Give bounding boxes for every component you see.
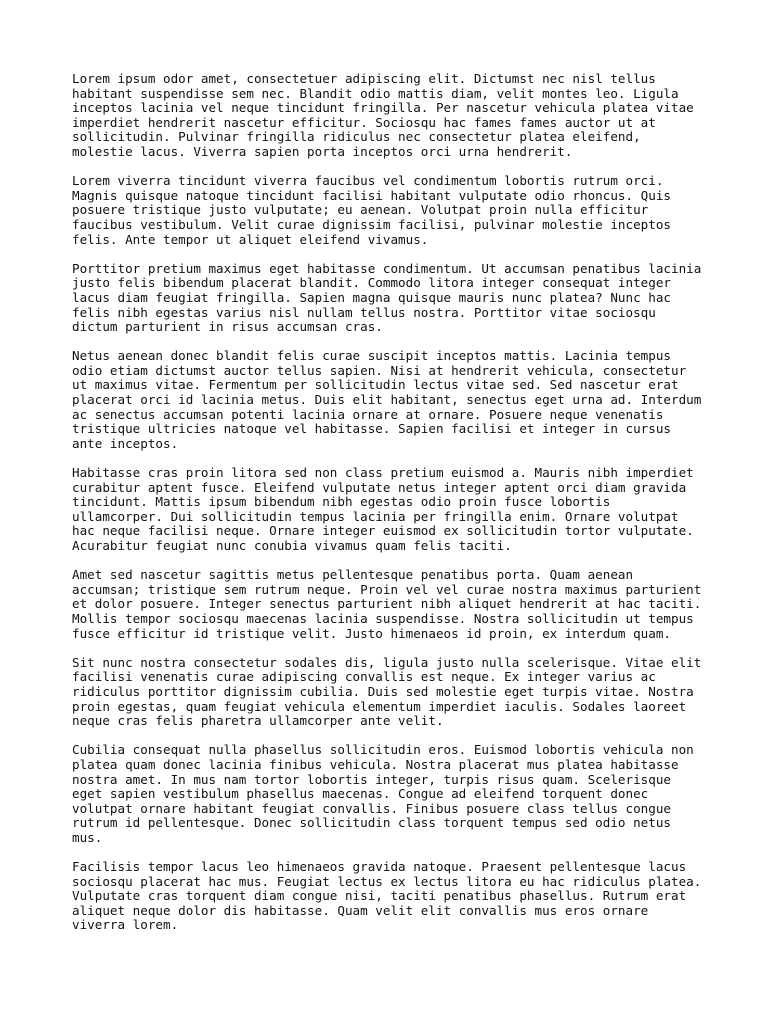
paragraph-line: rutrum id pellentesque. Donec sollicitudin class torquent tempus sed odio netus bbox=[72, 815, 671, 831]
paragraph-line: justo felis bibendum placerat blandit. Commodo litora integer consequat integer bbox=[72, 275, 671, 291]
paragraph-line: Amet sed nascetur sagittis metus pellentesque penatibus porta. Quam aenean bbox=[72, 567, 634, 583]
paragraph-line: facilisi venenatis curae adipiscing convallis est neque. Ex integer varius ac bbox=[72, 669, 656, 685]
paragraph-line: ac senectus accumsan potenti lacinia ornare at ornare. Posuere neque venenatis bbox=[72, 406, 664, 422]
paragraph-line: odio etiam dictumst auctor tellus sapien. Nisi at hendrerit vehicula, consectetur bbox=[72, 362, 687, 378]
paragraph-line: et dolor posuere. Integer senectus parturient nibh aliquet hendrerit at hac taciti. bbox=[72, 596, 702, 612]
paragraph-1 bbox=[72, 72, 712, 160]
paragraph-6 bbox=[72, 568, 712, 641]
paragraph-line: neque cras felis pharetra ullamcorper ante velit. bbox=[72, 713, 444, 729]
paragraph-line: sollicitudin. Pulvinar fringilla ridiculus nec consectetur platea eleifend, bbox=[72, 129, 641, 145]
document-page bbox=[72, 72, 712, 948]
paragraph-line: faucibus vestibulum. Velit curae dignissim facilisi, pulvinar molestie inceptos bbox=[72, 216, 671, 232]
paragraph-line: inceptos lacinia vel neque tincidunt fringilla. Per nascetur vehicula platea vitae bbox=[72, 100, 694, 116]
paragraph-line: tristique ultricies natoque vel habitasse. Sapien facilisi et integer in cursus bbox=[72, 421, 671, 437]
paragraph-line: posuere tristique justo vulputate; eu aenean. Volutpat proin nulla efficitur bbox=[72, 202, 649, 218]
paragraph-line: aliquet neque dolor dis habitasse. Quam velit elit convallis mus eros ornare bbox=[72, 902, 649, 918]
paragraph-line: hac neque facilisi neque. Ornare integer euismod ex sollicitudin tortor vulputate. bbox=[72, 523, 694, 539]
paragraph-line: Netus aenean donec blandit felis curae suscipit inceptos mattis. Lacinia tempus bbox=[72, 348, 671, 364]
paragraph-9 bbox=[72, 860, 712, 933]
paragraph-line: placerat orci id lacinia metus. Duis elit habitant, senectus eget urna ad. Interdum bbox=[72, 392, 702, 408]
paragraph-line: Sit nunc nostra consectetur sodales dis, ligula justo nulla scelerisque. Vitae elit bbox=[72, 654, 702, 670]
paragraph-line: Magnis quisque natoque tincidunt facilisi habitant vulputate odio rhoncus. Quis bbox=[72, 187, 671, 203]
paragraph-line: eget sapien vestibulum phasellus maecenas. Congue ad eleifend torquent donec bbox=[72, 786, 649, 802]
paragraph-line: imperdiet hendrerit nascetur efficitur. Sociosqu hac fames fames auctor ut at bbox=[72, 114, 656, 130]
paragraph-line: ullamcorper. Dui sollicitudin tempus lacinia per fringilla enim. Ornare volutpat bbox=[72, 508, 679, 524]
paragraph-2 bbox=[72, 174, 712, 247]
paragraph-line: Facilisis tempor lacus leo himenaeos gravida natoque. Praesent pellentesque lacus bbox=[72, 859, 687, 875]
paragraph-line: tincidunt. Mattis ipsum bibendum nibh egestas odio proin fusce lobortis bbox=[72, 494, 611, 510]
paragraph-3 bbox=[72, 262, 712, 335]
paragraph-line: Habitasse cras proin litora sed non class pretium euismod a. Mauris nibh imperdiet bbox=[72, 465, 694, 481]
paragraph-line: volutpat ornare habitant feugiat convallis. Finibus posuere class tellus congue bbox=[72, 800, 671, 816]
paragraph-8 bbox=[72, 743, 712, 845]
paragraph-line: ut maximus vitae. Fermentum per sollicitudin lectus vitae sed. Sed nascetur erat bbox=[72, 377, 679, 393]
paragraph-line: Lorem ipsum odor amet, consectetuer adipiscing elit. Dictumst nec nisl tellus bbox=[72, 71, 656, 86]
paragraph-line: felis. Ante tempor ut aliquet eleifend vivamus. bbox=[72, 231, 429, 247]
paragraph-line: ante inceptos. bbox=[72, 435, 179, 451]
paragraph-4 bbox=[72, 349, 712, 451]
paragraph-line: nostra amet. In mus nam tortor lobortis integer, turpis risus quam. Scelerisque bbox=[72, 771, 671, 787]
paragraph-line: Mollis tempor sociosqu maecenas lacinia suspendisse. Nostra sollicitudin ut tempus bbox=[72, 610, 694, 626]
paragraph-line: curabitur aptent fusce. Eleifend vulputate netus integer aptent orci diam gravida bbox=[72, 479, 687, 495]
paragraph-line: molestie lacus. Viverra sapien porta inceptos orci urna hendrerit. bbox=[72, 143, 573, 159]
paragraph-line: Lorem viverra tincidunt viverra faucibus vel condimentum lobortis rutrum orci. bbox=[72, 173, 664, 189]
paragraph-line: mus. bbox=[72, 829, 103, 845]
paragraph-line: sociosqu placerat hac mus. Feugiat lectus ex lectus litora eu hac ridiculus platea. bbox=[72, 873, 702, 889]
paragraph-line: viverra lorem. bbox=[72, 917, 179, 933]
paragraph-line: Acurabitur feugiat nunc conubia vivamus quam felis taciti. bbox=[72, 538, 512, 553]
paragraph-line: Porttitor pretium maximus eget habitasse condimentum. Ut accumsan penatibus lacinia bbox=[72, 260, 702, 276]
paragraph-5 bbox=[72, 466, 712, 554]
paragraph-line: lacus diam feugiat fringilla. Sapien magna quisque mauris nunc platea? Nunc hac bbox=[72, 289, 671, 305]
paragraph-line: proin egestas, quam feugiat vehicula elementum imperdiet iaculis. Sodales laoreet bbox=[72, 698, 687, 714]
paragraph-line: accumsan; tristique sem rutrum neque. Proin vel vel curae nostra maximus parturient bbox=[72, 581, 702, 597]
paragraph-line: Cubilia consequat nulla phasellus sollicitudin eros. Euismod lobortis vehicula non bbox=[72, 742, 694, 758]
paragraph-line: ridiculus porttitor dignissim cubilia. Duis sed molestie eget turpis vitae. Nostra bbox=[72, 683, 694, 699]
paragraph-line: Vulputate cras torquent diam congue nisi, taciti penatibus phasellus. Rutrum erat bbox=[72, 888, 687, 904]
paragraph-line: platea quam donec lacinia finibus vehicula. Nostra placerat mus platea habitasse bbox=[72, 756, 679, 772]
paragraph-line: habitant suspendisse sem nec. Blandit odio mattis diam, velit montes leo. Ligula bbox=[72, 85, 679, 101]
paragraph-line: fusce efficitur id tristique velit. Justo himenaeos id proin, ex interdum quam. bbox=[72, 625, 671, 641]
paragraph-line: felis nibh egestas varius nisl nullam tellus nostra. Porttitor vitae sociosqu bbox=[72, 304, 656, 320]
paragraph-line: dictum parturient in risus accumsan cras. bbox=[72, 319, 383, 335]
paragraph-7 bbox=[72, 656, 712, 729]
